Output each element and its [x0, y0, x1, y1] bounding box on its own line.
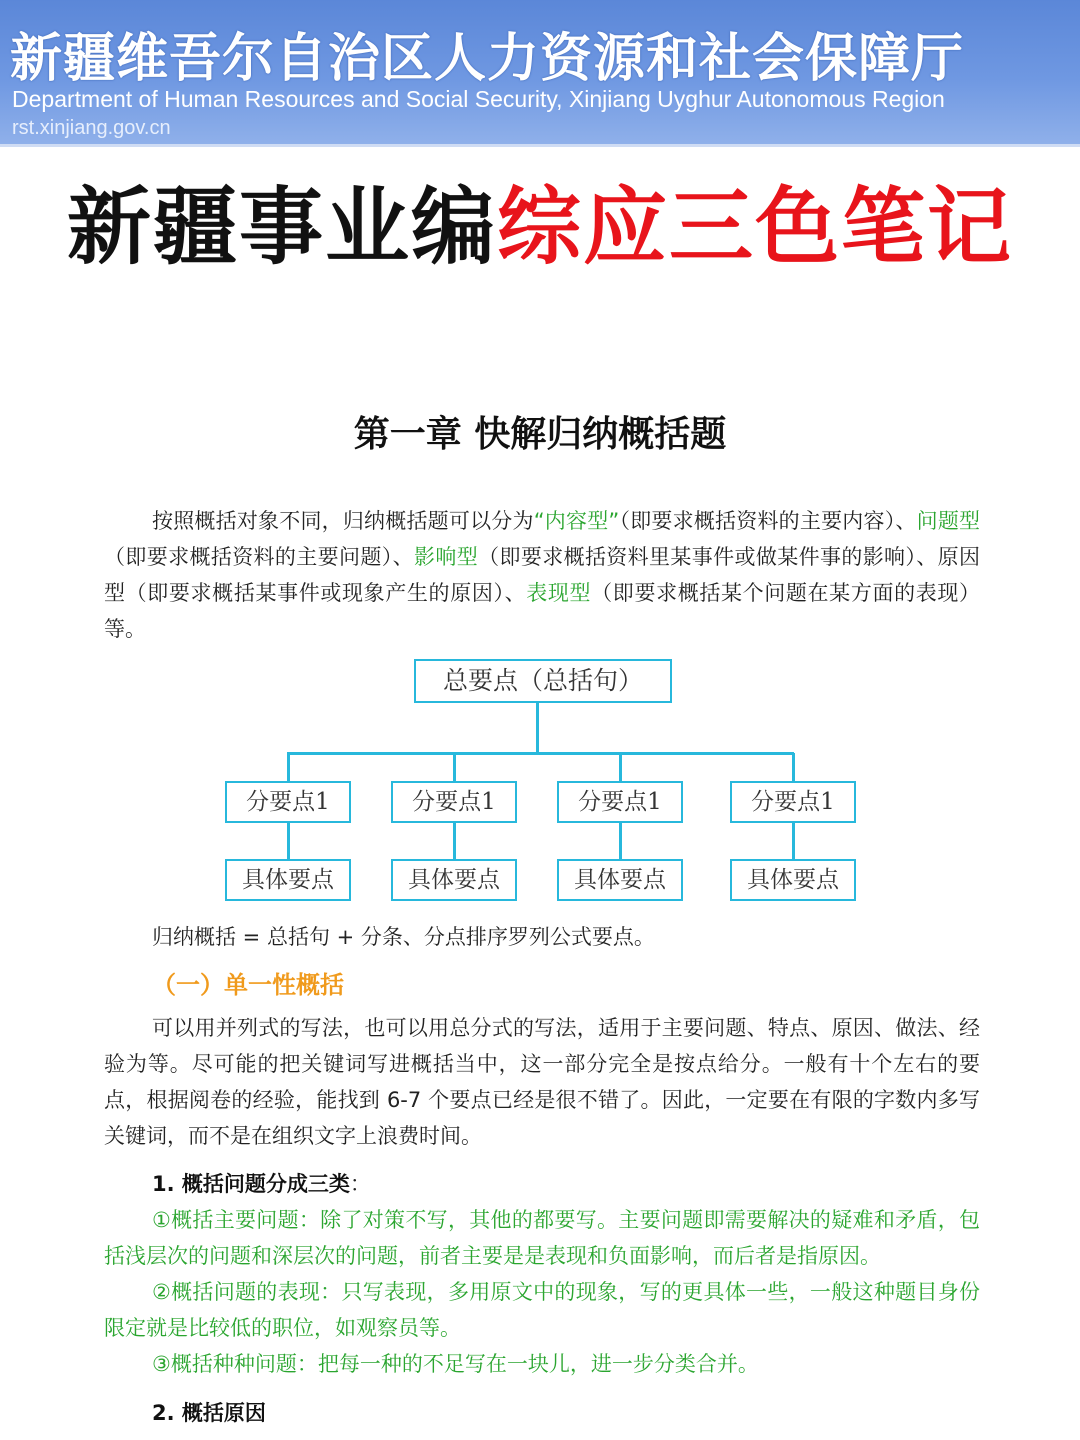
sub1-item: ②概括问题的表现：只写表现，多用原文中的现象，写的更具体一些，一般这种题目身份限定就是比较低的职位，如观察员等。 [104, 1280, 980, 1340]
sub1-heading-wrap [104, 1166, 980, 1202]
diagram-connector [619, 823, 622, 859]
diagram-branch-box: 分要点1 [557, 781, 683, 823]
diagram-detail-box: 具体要点 [730, 859, 856, 901]
diagram-branch-box: 分要点1 [391, 781, 517, 823]
document-title [0, 160, 1080, 281]
diagram-connector [287, 752, 794, 755]
diagram-connector [453, 753, 456, 781]
sub1-item: ③概括种种问题：把每一种的不足写在一块儿，进一步分类合并。 [152, 1352, 759, 1376]
diagram-connector [287, 753, 290, 781]
intro-text-5: （即要求概括某个问题在某方面的表现）等。 [104, 581, 981, 641]
intro-type-content: “内容型” [533, 509, 620, 533]
diagram-connector [792, 823, 795, 859]
banner-title-en: Department of Human Resources and Social Security, Xinjiang Uyghur Autonomous Region [12, 86, 945, 112]
diagram-detail-box: 具体要点 [225, 859, 351, 901]
intro-text-2: （即要求概括资料的主要内容）、 [619, 509, 917, 533]
sub1-heading: 1. 概括问题分成三类 [152, 1172, 350, 1196]
header-banner [0, 0, 1080, 147]
banner-title-cn: 新疆维吾尔自治区人力资源和社会保障厅 [10, 29, 965, 89]
diagram-branch-box: 分要点1 [730, 781, 856, 823]
diagram-connector [287, 823, 290, 859]
diagram-branch-box: 分要点1 [225, 781, 351, 823]
sub1-items [104, 1202, 980, 1382]
intro-paragraph [104, 503, 980, 647]
diagram-detail-box: 具体要点 [557, 859, 683, 901]
intro-type-impact: 影响型 [414, 545, 479, 569]
formula-text: 归纳概括 = 总括句 + 分条、分点排序罗列公式要点。 [152, 925, 655, 949]
diagram-detail-box: 具体要点 [391, 859, 517, 901]
diagram-connector [792, 753, 795, 781]
section1-heading: （一）单一性概括 [152, 971, 344, 999]
formula-line [104, 919, 980, 955]
section1-body [104, 1010, 980, 1154]
chapter-title: 第一章 快解归纳概括题 [353, 414, 727, 455]
intro-text-4: （即要求概括资料里某事件或做某件事的影响）、原因型（即要求概括某事件或现象产生的原因）、 [104, 545, 981, 605]
diagram-connector [619, 753, 622, 781]
sub1-item: ①概括主要问题：除了对策不写，其他的都要写。主要问题即需要解决的疑难和矛盾，包括浅层次的问题和深层次的问题，前者主要是是表现和负面影响，而后者是指原因。 [104, 1208, 980, 1268]
section1-body-text: 可以用并列式的写法，也可以用总分式的写法，适用于主要问题、特点、原因、做法、经验为等。尽可能的把关键词写进概括当中，这一部分完全是按点给分。一般有十个左右的要点，根据阅卷的经验，能找到 6-7 个要点已经是很不错了。因此，一定要在有限的字数内多写关键词，而不是在组织文字上浪费时间。 [104, 1016, 980, 1148]
intro-text-1: 按照概括对象不同，归纳概括题可以分为 [152, 509, 534, 533]
banner-url: rst.xinjiang.gov.cn [12, 117, 171, 139]
sub2-heading-wrap [104, 1395, 980, 1431]
diagram-connector [536, 703, 539, 753]
diagram-connector [453, 823, 456, 859]
sub1-heading-colon: ： [349, 1172, 371, 1196]
intro-type-manifestation: 表现型 [526, 581, 592, 605]
document-title-red: 综应三色笔记 [497, 178, 1014, 276]
sub2-heading: 2. 概括原因 [152, 1401, 266, 1425]
diagram-root-box: 总要点（总括句） [414, 659, 672, 703]
summary-structure-diagram [0, 655, 1080, 905]
intro-type-problem: 问题型 [916, 509, 981, 533]
document-title-black: 新疆事业编 [66, 178, 497, 276]
section1-heading-wrap [104, 967, 980, 1003]
intro-text-3: （即要求概括资料的主要问题）、 [104, 545, 414, 569]
